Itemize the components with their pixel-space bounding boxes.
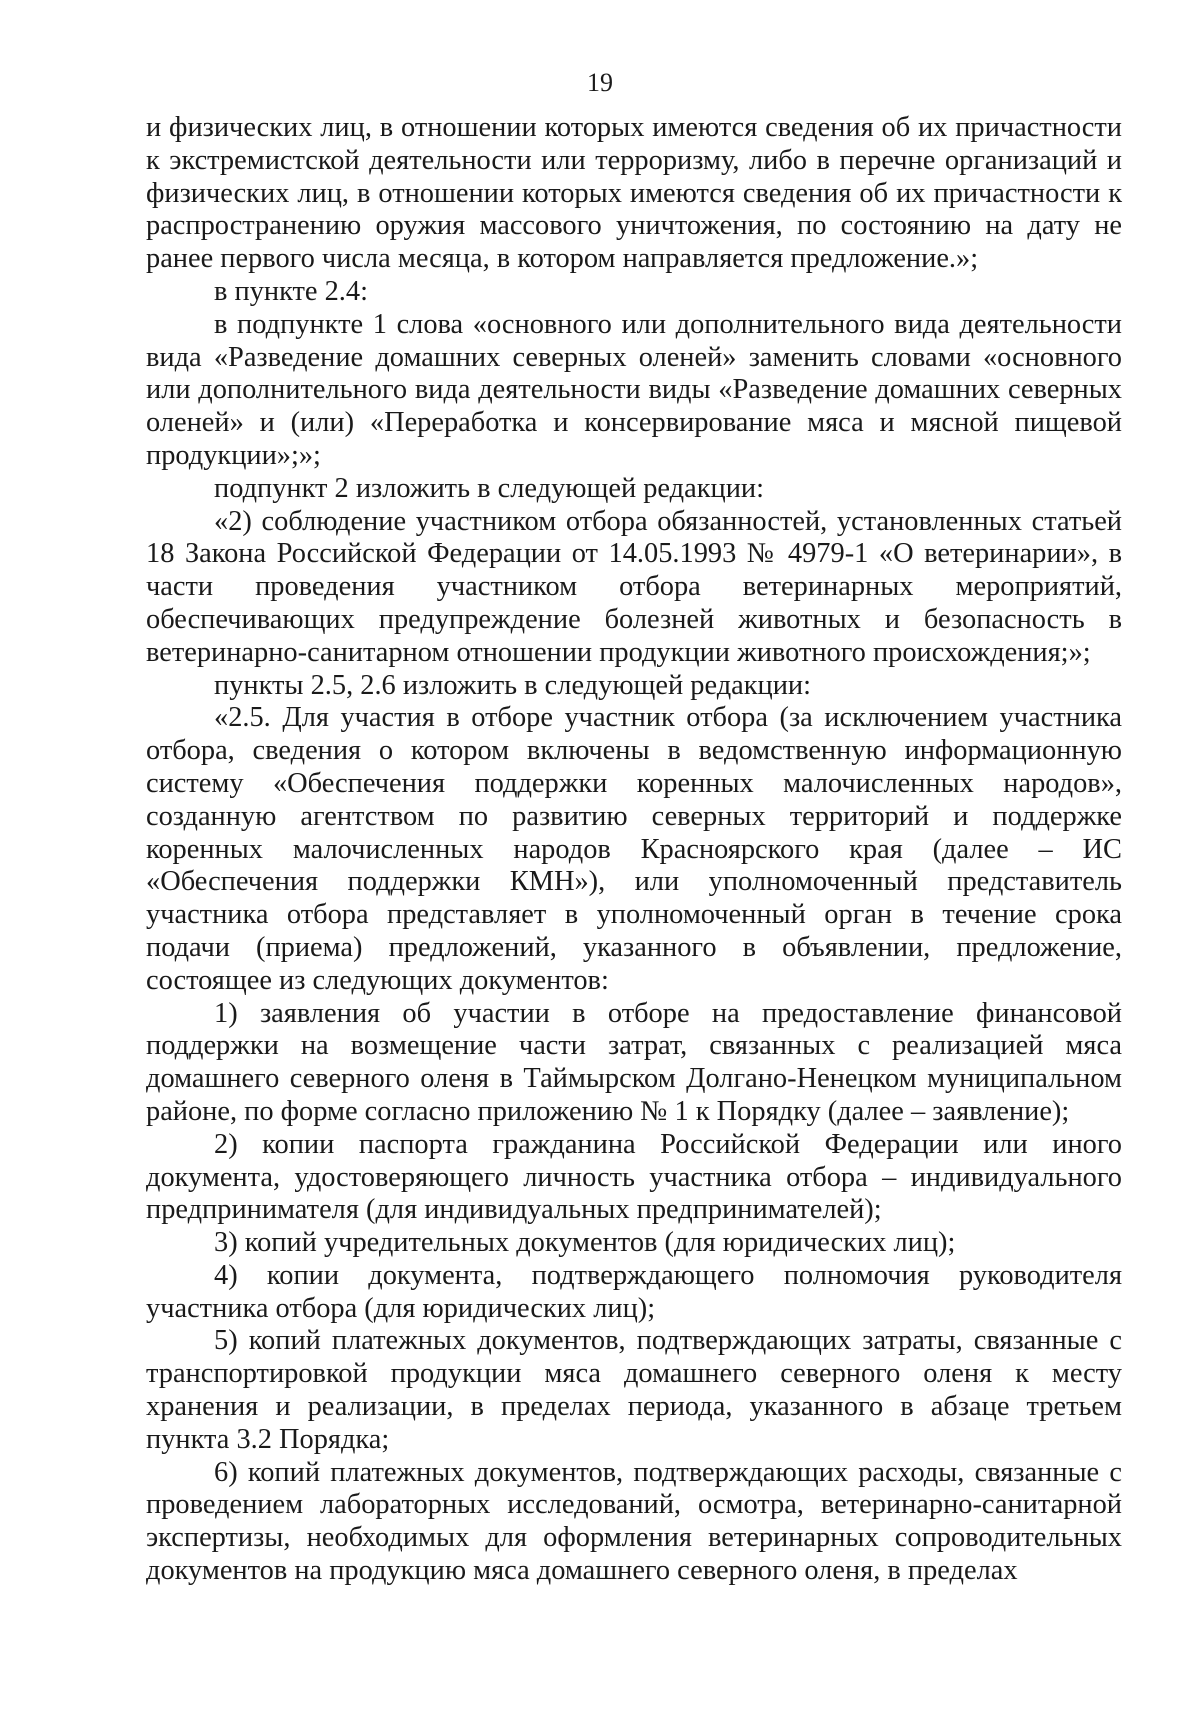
- paragraph-2: в пункте 2.4:: [214, 275, 368, 307]
- paragraph-8: 1) заявления об участии в отборе на предоставление финансовой поддержки на возмещение части затрат, связанных с реализацией мяса домашнего северного оленя в Таймырском Долгано-Ненецком муниципальном районе, по форме согласно приложению № 1 к Порядку (далее – заявление);: [146, 997, 1122, 1127]
- paragraph-13: 6) копий платежных документов, подтверждающих расходы, связанные с проведением лабораторных исследований, осмотра, ветеринарно-санитарной экспертизы, необходимых для оформления ветеринарных сопроводительных документов на продукцию мяса домашнего северного оленя, в пределах: [146, 1456, 1122, 1587]
- paragraph-1: и физических лиц, в отношении которых имеются сведения об их причастности к экстремистской деятельности или терроризму, либо в перечне организаций и физических лиц, в отношении которых имеются сведения об их причастности к распространению оружия массового уничтожения, по состоянию на дату не ранее первого числа месяца, в котором направляется предложение.»;: [146, 112, 1122, 275]
- paragraph-5: «2) соблюдение участником отбора обязанностей, установленных статьей 18 Закона Российской Федерации от 14.05.1993 № 4979-1 «О ветеринарии», в части проведения участником отбора ветеринарных мероприятий, обеспечивающих предупреждение болезней животных и безопасность в ветеринарно-санитарном отношении продукции животного происхождения;»;: [146, 505, 1122, 668]
- paragraph-12: 5) копий платежных документов, подтверждающих затраты, связанные с транспортировкой продукции мяса домашнего северного оленя к месту хранения и реализации, в пределах периода, указанного в абзаце третьем пункта 3.2 Порядка;: [146, 1325, 1122, 1455]
- paragraph-4: подпункт 2 изложить в следующей редакции:: [214, 472, 764, 504]
- paragraph-10: 3) копий учредительных документов (для юридических лиц);: [214, 1227, 956, 1259]
- paragraph-3: в подпункте 1 слова «основного или дополнительного вида деятельности вида «Разведение домашних северных оленей» заменить словами «основного или дополнительного вида деятельности виды «Разведение домашних северных оленей» и (или) «Переработка и консервирование мяса и мясной пищевой продукции»;»;: [146, 308, 1122, 471]
- paragraph-6: пункты 2.5, 2.6 изложить в следующей редакции:: [214, 669, 812, 701]
- page-number: 19: [587, 68, 613, 97]
- paragraph-11: 4) копии документа, подтверждающего полномочия руководителя участника отбора (для юридических лиц);: [146, 1259, 1122, 1324]
- paragraph-7: «2.5. Для участия в отборе участник отбора (за исключением участника отбора, сведения о котором включены в ведомственную информационную систему «Обеспечения поддержки коренных малочисленных народов», созданную агентством по развитию северных территорий и поддержке коренных малочисленных народов Красноярского края (далее – ИС «Обеспечения поддержки КМН»), или уполномоченный представитель участника отбора представляет в уполномоченный орган в течение срока подачи (приема) предложений, указанного в объявлении, предложение, состоящее из следующих документов:: [146, 702, 1122, 996]
- document-body: [146, 112, 1122, 1588]
- paragraph-9: 2) копии паспорта гражданина Российской Федерации или иного документа, удостоверяющего личность участника отбора – индивидуального предпринимателя (для индивидуальных предпринимателей);: [146, 1128, 1122, 1226]
